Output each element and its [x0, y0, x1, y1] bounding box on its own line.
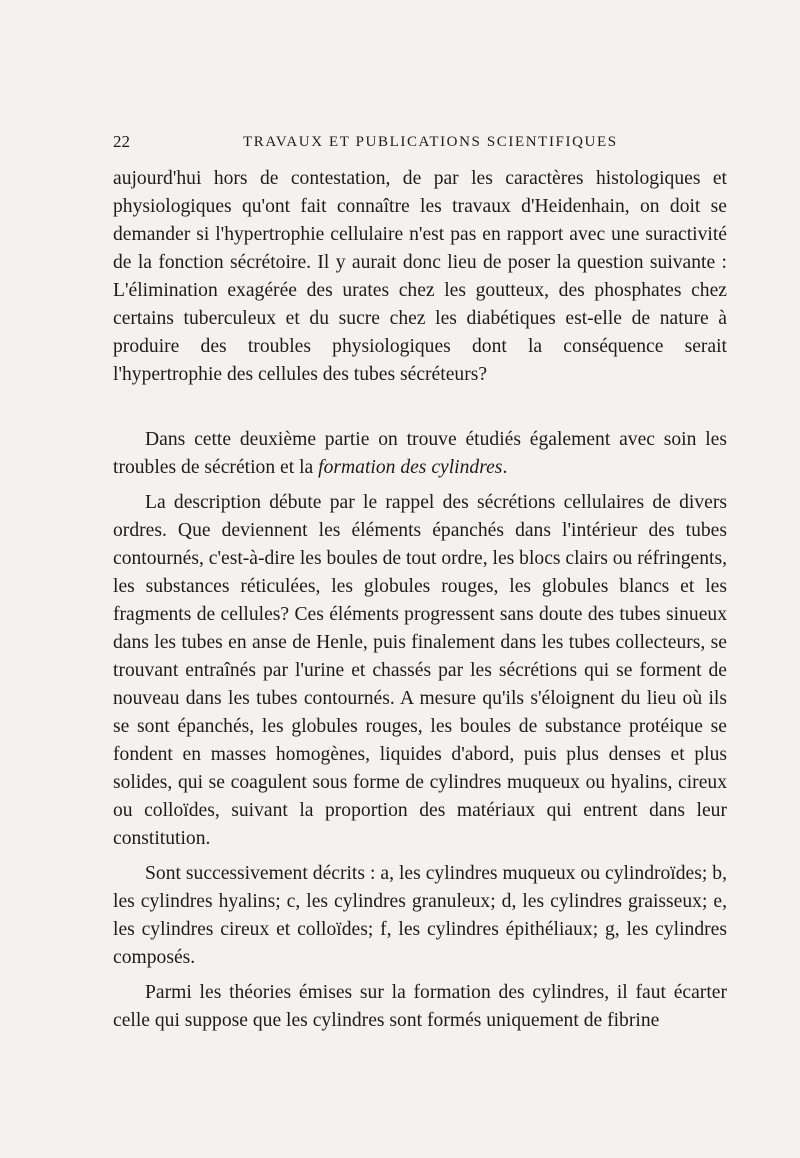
- paragraph-text: Dans cette deuxième partie on trouve étudiés également avec soin les troubles de sécrétion et la: [113, 429, 727, 478]
- paragraph-text-end: .: [502, 457, 508, 478]
- paragraph-text: La description débute par le rappel des sécrétions cellulaires de divers ordres. Que deviennent les éléments épanchés dans l'intérieur des tubes contournés, c'est-à-dire les boules de tout ordre, les blocs clairs ou réfringents, les substances réticulées, les globules rouges, les globules blancs et les fragments de cellules? Ces éléments progressent sans doute des tubes sinueux dans les tubes en anse de Henle, puis finalement dans les tubes collecteurs, se trouvant entraînés par l'urine et chassés par les sécrétions qui se forment de nouveau dans les tubes contournés. A mesure qu'ils s'éloignent du lieu où ils se sont épanchés, les globules rouges, les boules de substance protéique se fondent en masses homogènes, liquides d'abord, puis plus denses et plus solides, qui se coagulent sous forme de cylindres muqueux ou hyalins, cireux ou colloïdes, suivant la proportion des matériaux qui entrent dans leur constitution.: [113, 492, 728, 849]
- page-header: [113, 132, 724, 158]
- paragraph-emphasis: formation des cylindres: [318, 457, 503, 478]
- paragraph-text: Parmi les théories émises sur la formation des cylindres, il faut écarter celle qui suppose que les cylindres sont formés uniquement de fibrine: [113, 982, 727, 1031]
- paragraph-text: Sont successivement décrits : a, les cylindres muqueux ou cylindroïdes; b, les cylindres hyalins; c, les cylindres granuleux; d, les cylindres graisseux; e, les cylindres cireux et colloïdes; f, les cylindres épithéliaux; g, les cylindres composés.: [113, 863, 727, 968]
- paragraph-cylinder-types: [113, 860, 727, 972]
- paragraph-hypertrophy-question: [113, 165, 727, 389]
- paragraph-cylinder-theories: [113, 979, 727, 1035]
- running-title: TRAVAUX ET PUBLICATIONS SCIENTIFIQUES: [243, 134, 618, 150]
- paragraph-secretions-description: [113, 489, 727, 853]
- paragraph-text: aujourd'hui hors de contestation, de par les caractères histologiques et physiologiques qu'ont fait connaître les travaux d'Heidenhain, on doit se demander si l'hypertrophie cellulaire n'est pas en rapport avec une suractivité de la fonction sécrétoire. Il y aurait donc lieu de poser la question suivante : L'élimination exagérée des urates chez les goutteux, des phosphates chez certains tuberculeux et du sucre chez les diabétiques est-elle de nature à produire des troubles physiologiques dont la conséquence serait l'hypertrophie des cellules des tubes sécréteurs?: [113, 168, 727, 385]
- paragraph-second-part-intro: [113, 426, 727, 482]
- body-text: [113, 165, 727, 1035]
- page-number: 22: [113, 132, 130, 151]
